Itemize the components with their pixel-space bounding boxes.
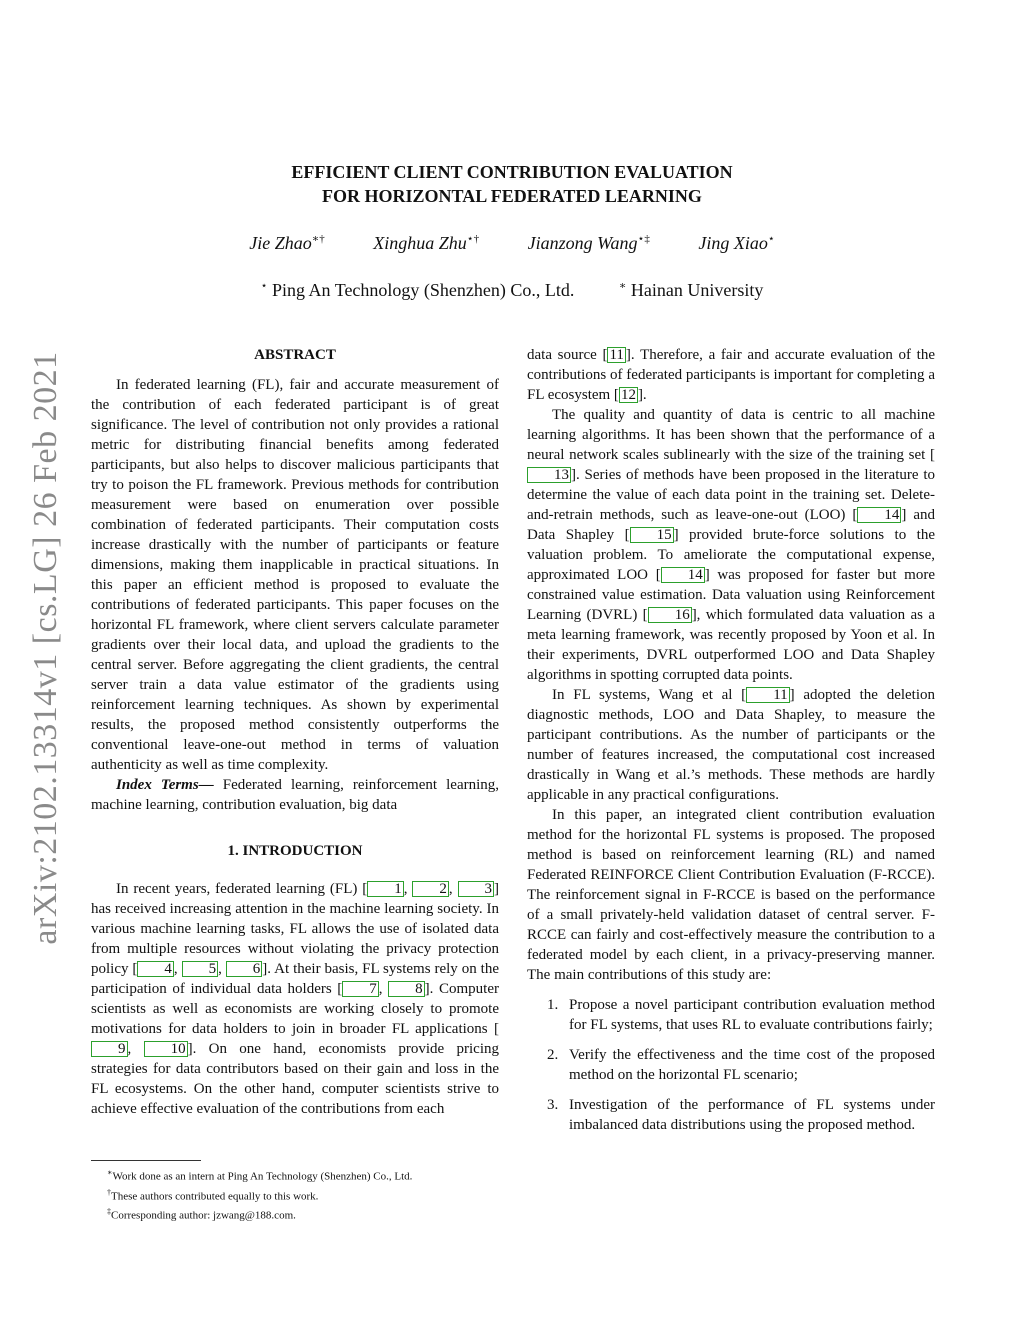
contributions-list bbox=[527, 995, 935, 1135]
text-run: The quality and quantity of data is centric to all machine learning algorithms. It has been shown that the performance of a neural network scales sublinearly with the size of the training set [ bbox=[527, 407, 935, 463]
author bbox=[528, 232, 650, 254]
list-item bbox=[527, 1095, 935, 1135]
footnote-text: Corresponding author: jzwang@188.com. bbox=[111, 1209, 296, 1222]
citation-link[interactable]: 6 bbox=[226, 961, 263, 977]
citation-link[interactable]: 8 bbox=[388, 981, 425, 997]
footnote-mark: ∗ bbox=[107, 1168, 113, 1177]
text-run: ]. At their basis, FL systems rely on the participation of individual data holders [ bbox=[91, 961, 499, 997]
citation-link[interactable]: 14 bbox=[857, 507, 901, 523]
citation-link[interactable]: 9 bbox=[91, 1041, 128, 1057]
affiliation-mark: ⋆ bbox=[260, 280, 268, 292]
author-marks: ∗† bbox=[311, 233, 325, 245]
list-number: 2. bbox=[547, 1047, 559, 1063]
citation-link[interactable]: 13 bbox=[527, 467, 571, 483]
arxiv-identifier-stamp: arXiv:2102.13314v1 [cs.LG] 26 Feb 2021 bbox=[27, 351, 64, 945]
author-name: Jing Xiao bbox=[698, 233, 768, 253]
text-run: ]. bbox=[637, 387, 647, 403]
abstract-heading: ABSTRACT bbox=[254, 347, 336, 363]
citation-link[interactable]: 1 bbox=[367, 881, 404, 897]
citation-link[interactable]: 11 bbox=[609, 347, 624, 363]
affiliation-name: Ping An Technology (Shenzhen) Co., Ltd. bbox=[272, 280, 575, 300]
author-marks: ⋆† bbox=[466, 233, 480, 245]
footnote-text: Work done as an intern at Ping An Technology (Shenzhen) Co., Ltd. bbox=[112, 1170, 413, 1183]
intro-paragraph bbox=[527, 345, 935, 405]
paper-title bbox=[0, 160, 1024, 208]
affiliation-name: Hainan University bbox=[630, 280, 764, 300]
text-run: ] adopted the deletion diagnostic methods, LOO and Data Shapley, to measure the participant contributions. As the number of participants or the number of features increased, the computational cost increased drastically in Wang et al.’s methods. These methods are hardly applicable in any practical configurations. bbox=[527, 687, 936, 803]
citation-link[interactable]: 4 bbox=[137, 961, 174, 977]
citation-link[interactable]: 2 bbox=[412, 881, 449, 897]
text-run: data source [ bbox=[527, 347, 608, 363]
left-column bbox=[91, 345, 499, 1119]
footnote bbox=[91, 1204, 499, 1224]
citation-link[interactable]: 5 bbox=[182, 961, 219, 977]
intro-paragraph bbox=[527, 405, 935, 685]
footnotes bbox=[91, 1160, 499, 1224]
author-name: Jianzong Wang bbox=[527, 233, 638, 253]
intro-paragraph: In recent years, federated learning (FL) [ 1 , 2 , 3 ] has received increasing attention in the machine learning society. In various machine learning tasks, FL allows the use of isolated data from multiple resources without violating the privacy protection policy [ 4 , 5 , 6 ]. At their basis, FL systems rely on the participation of individual data holders [ 7 , 8 ]. Computer scientists as well as economists are working closely to promote motivations for data holders to join in broader FL applications [9 , 10 ]. On one hand, economists provide pricing strategies for data contributors based on their gain and loss in the FL ecosystems. On the other hand, computer scientists strive to achieve effective evaluation of the contributions from each bbox=[91, 881, 500, 1117]
intro-paragraph: In this paper, an integrated client contribution evaluation method for the horizontal FL systems is proposed. The proposed method is based on reinforcement learning (RL) and named Federated REINFORCE Client Contribution Evaluation (F-RCCE). The reinforcement signal in F-RCCE is based on the performance of a small privately-held validation dataset of central server. F-RCCE can fairly and cost-effectively measure the contribution to a federated model by each client, in a privacy-preserving manner. The main contributions of this study are: bbox=[527, 807, 935, 983]
list-number: 1. bbox=[547, 997, 559, 1013]
right-column bbox=[527, 345, 935, 1145]
list-number: 3. bbox=[547, 1097, 559, 1113]
citation-link[interactable]: 12 bbox=[620, 387, 636, 403]
citation-link[interactable]: 3 bbox=[458, 881, 495, 897]
author-marks: ⋆ bbox=[767, 233, 775, 245]
text-run: ] provided brute-force solutions to the valuation problem. To ameliorate the computational expense, approximated LOO [ bbox=[527, 527, 936, 583]
index-terms bbox=[91, 775, 499, 815]
text-run: ], which formulated data valuation as a meta learning framework, was recently proposed by Yoon et al. In their experiments, DVRL outperformed LOO and Data Shapley algorithms in spotting corrupted data points. bbox=[527, 607, 935, 683]
list-text: Verify the effectiveness and the time cost of the proposed method on the horizontal FL scenario; bbox=[569, 1047, 935, 1083]
text-run: ] has received increasing attention in the machine learning society. In various machine learning tasks, FL allows the use of isolated data from multiple resources without violating the privacy protection policy [ bbox=[91, 881, 500, 977]
title-line-1: EFFICIENT CLIENT CONTRIBUTION EVALUATION bbox=[291, 162, 733, 182]
footnote-mark: ‡ bbox=[107, 1207, 111, 1217]
list-item bbox=[527, 995, 935, 1035]
index-terms-text: Federated learning, reinforcement learning, machine learning, contribution evaluation, big data bbox=[91, 777, 500, 813]
footnote-text: These authors contributed equally to this work. bbox=[111, 1190, 319, 1203]
footnote-rule bbox=[91, 1160, 201, 1161]
author bbox=[698, 232, 774, 254]
affiliation-mark: ∗ bbox=[618, 280, 627, 292]
text-run: ]. Series of methods have been proposed in the literature to determine the value of each data point in the training set. Delete-and-retrain methods, such as leave-one-out (LOO) [ bbox=[527, 467, 935, 523]
text-run: In recent years, federated learning (FL) [ bbox=[116, 881, 368, 897]
title-line-2: FOR HORIZONTAL FEDERATED LEARNING bbox=[322, 186, 702, 206]
list-text: Investigation of the performance of FL systems under imbalanced data distributions using the proposed method. bbox=[569, 1097, 935, 1133]
introduction-heading: 1. INTRODUCTION bbox=[227, 843, 363, 859]
intro-paragraph bbox=[527, 685, 935, 805]
author-name: Xinghua Zhu bbox=[373, 233, 467, 253]
text-run: ] and Data Shapley [ bbox=[527, 507, 936, 543]
text-run: ]. Computer scientists as well as economists are working closely to promote motivations for data holders to join in broader FL applications [ bbox=[91, 981, 499, 1037]
abstract-text: In federated learning (FL), fair and accurate measurement of the contribution of each federated participant is of great significance. The level of contribution not only provides a rational metric for distributing financial benefits among federated participants, but also helps to discover malicious participants that try to poison the FL framework. Previous methods for contribution measurement were based on enumeration over possible combination of federated participants. Their computation costs increase drastically with the number of participants or feature dimensions, making them inapplicable in practical situations. In this paper an efficient method is proposed to evaluate the contributions of federated participants. This paper focuses on the horizontal FL framework, where client servers calculate parameter gradients over their local data, and upload the gradients to the central server. Before aggregating the client gradients, the central server train a data value estimator of the gradients using reinforcement learning techniques. As shown by experimental results, the proposed method consistently outperforms the conventional leave-one-out method in terms of valuation authenticity as well as time complexity. bbox=[91, 377, 499, 773]
author bbox=[249, 232, 324, 254]
author-list bbox=[0, 232, 1024, 254]
text-run: ]. Therefore, a fair and accurate evaluation of the contributions of federated participants is important for completing a FL ecosystem [ bbox=[527, 347, 935, 403]
text-run: In FL systems, Wang et al [ bbox=[552, 687, 747, 703]
citation-link[interactable]: 7 bbox=[342, 981, 379, 997]
affiliation-list bbox=[0, 279, 1024, 301]
text-run: ] was proposed for faster but more constrained value estimation. Data valuation using Reinforcement Learning (DVRL) [ bbox=[527, 567, 935, 623]
footnote bbox=[91, 1165, 499, 1185]
citation-link[interactable]: 16 bbox=[648, 607, 692, 623]
list-item bbox=[527, 1045, 935, 1085]
citation-link[interactable]: 15 bbox=[630, 527, 674, 543]
footnote-mark: † bbox=[107, 1187, 111, 1197]
citation-link[interactable]: 10 bbox=[144, 1041, 188, 1057]
affiliation bbox=[619, 279, 763, 301]
text-run: ]. On one hand, economists provide pricing strategies for data contributors based on their gain and loss in the FL ecosystems. On the other hand, computer scientists strive to achieve effective evaluation of the contributions from each bbox=[91, 1041, 499, 1117]
author bbox=[373, 232, 479, 254]
citation-link[interactable]: 14 bbox=[661, 567, 705, 583]
author-name: Jie Zhao bbox=[249, 233, 312, 253]
citation-link[interactable]: 11 bbox=[746, 687, 789, 703]
affiliation bbox=[261, 279, 575, 301]
footnote bbox=[91, 1185, 499, 1205]
list-text: Propose a novel participant contribution evaluation method for FL systems, that uses RL to evaluate contributions fairly; bbox=[569, 997, 935, 1033]
index-terms-label: Index Terms— bbox=[116, 777, 214, 793]
author-marks: ⋆‡ bbox=[637, 233, 650, 245]
